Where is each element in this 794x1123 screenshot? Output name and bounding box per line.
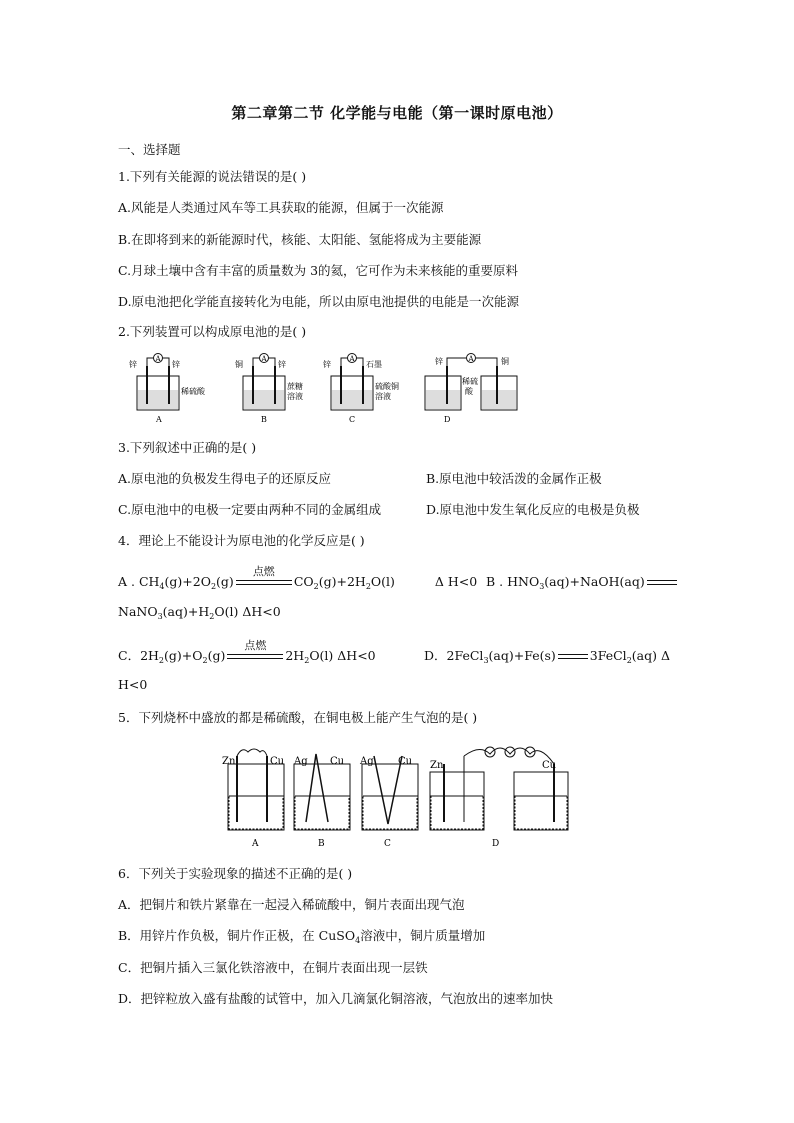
q2-c-right: 石墨 bbox=[366, 360, 382, 369]
q2-c-label: C bbox=[349, 415, 356, 424]
q5-d-label: D bbox=[492, 839, 500, 849]
q4-c-mid2: (g) bbox=[207, 648, 226, 663]
q4-c-rhs1: 2H bbox=[285, 648, 305, 663]
q5-c-label: C bbox=[384, 839, 391, 849]
q5-cell-d bbox=[430, 747, 568, 849]
q6-option-c: C．把铜片插入三氯化铁溶液中，在铜片表面出现一层铁 bbox=[118, 960, 428, 975]
q3-option-c: C.原电池中的电极一定要由两种不同的金属组成 bbox=[118, 502, 382, 517]
q4-a-dh: Δ H<0 bbox=[434, 574, 478, 589]
q4-c-condition: 点燃 bbox=[244, 638, 267, 652]
q4-c-sub2b: 2 bbox=[202, 656, 208, 665]
q4-c-prefix: C．2H bbox=[118, 648, 159, 663]
q4-b-mid: (aq)+NaOH(aq) bbox=[544, 574, 645, 589]
q2-b-right: 锌 bbox=[278, 360, 286, 369]
q5-stem: 5．下列烧杯中盛放的都是稀硫酸，在铜电极上能产生气泡的是( ) bbox=[118, 710, 478, 725]
q2-a-solution: 稀硫酸 bbox=[181, 387, 205, 396]
q4-d-sub3a: 3 bbox=[483, 656, 489, 665]
q2-a-left: 锌 bbox=[129, 360, 137, 369]
q4-a-sub2c: 2 bbox=[365, 582, 371, 591]
q5-b-label: B bbox=[318, 839, 325, 849]
q4-b-line2c: O(l) ΔH<0 bbox=[214, 604, 281, 619]
q5-b-left: Ag bbox=[294, 756, 308, 767]
q2-d-solution1: 稀硫 bbox=[462, 377, 478, 386]
q4-d-mid1: (aq)+Fe(s) bbox=[488, 648, 556, 663]
q2-cell-c bbox=[323, 354, 399, 425]
q4-option-d bbox=[424, 646, 670, 665]
q2-figure bbox=[125, 348, 525, 428]
q4-a-rhs1: CO bbox=[293, 574, 314, 589]
q2-a-right: 锌 bbox=[172, 360, 180, 369]
q4-b-sub2: 2 bbox=[209, 612, 215, 621]
q4-b-prefix: B . HNO bbox=[486, 574, 540, 589]
q2-d-solution2: 酸 bbox=[465, 387, 473, 396]
q4-a-mid2: (g) bbox=[216, 574, 234, 589]
q4-b-sub3: 3 bbox=[539, 582, 545, 591]
q4-a-rhs3: O(l) bbox=[370, 574, 395, 589]
q1-option-b: B.在即将到来的新能源时代，核能、太阳能、氢能将成为主要能源 bbox=[118, 232, 482, 247]
q5-cell-c bbox=[359, 756, 418, 849]
q6-b-pre: B．用锌片作负极，铜片作正极，在 CuSO bbox=[118, 928, 356, 943]
q3-option-b: B.原电池中较活泼的金属作正极 bbox=[426, 471, 602, 486]
q2-stem: 2.下列装置可以构成原电池的是( ) bbox=[118, 324, 307, 339]
q3-stem: 3.下列叙述中正确的是( ) bbox=[118, 440, 257, 455]
q4-a-sub2b: 2 bbox=[313, 582, 319, 591]
q3-option-d: D.原电池中发生氧化反应的电极是负极 bbox=[426, 502, 640, 517]
q4-option-c bbox=[118, 638, 376, 665]
q6-b-post: 溶液中，铜片质量增加 bbox=[360, 928, 486, 943]
q6-stem: 6．下列关于实验现象的描述不正确的是( ) bbox=[118, 866, 353, 881]
q5-c-right: Cu bbox=[398, 756, 413, 767]
q2-cell-a bbox=[129, 354, 206, 425]
q2-c-left: 锌 bbox=[323, 360, 331, 369]
q2-c-solution1: 硫酸铜 bbox=[375, 382, 399, 391]
q4-option-a bbox=[118, 564, 478, 591]
q3-option-a: A.原电池的负极发生得电子的还原反应 bbox=[118, 471, 332, 486]
q2-a-label: A bbox=[156, 415, 162, 424]
q5-cell-a bbox=[222, 749, 285, 849]
q4-d-prefix: D．2FeCl bbox=[424, 648, 484, 663]
q4-a-mid1: (g)+2O bbox=[164, 574, 211, 589]
q4-d-arrow bbox=[558, 652, 588, 662]
q4-a-sub2a: 2 bbox=[210, 582, 217, 591]
q5-cell-b bbox=[293, 754, 350, 849]
q6-option-b bbox=[118, 926, 485, 945]
q2-c-solution2: 溶液 bbox=[375, 392, 391, 401]
q5-a-left: Zn bbox=[222, 756, 236, 767]
q1-option-c: C.月球土壤中含有丰富的质量数为 3的氦，它可作为未来核能的重要原料 bbox=[118, 263, 519, 278]
q2-cell-d bbox=[425, 354, 517, 425]
q2-b-solution2: 溶液 bbox=[287, 392, 303, 401]
q2-d-label: D bbox=[444, 415, 451, 424]
q2-c-meter: A bbox=[349, 355, 355, 363]
q2-cell-b bbox=[235, 354, 303, 425]
q4-option-d-cont: H<0 bbox=[118, 677, 148, 692]
q2-b-solution1: 蔗糖 bbox=[287, 382, 303, 391]
q5-figure bbox=[218, 742, 578, 850]
q1-option-d: D.原电池把化学能直接转化为电能，所以由原电池提供的电能是一次能源 bbox=[118, 294, 520, 309]
q4-b-line2a: NaNO bbox=[118, 604, 158, 619]
q4-a-condition: 点燃 bbox=[252, 564, 275, 578]
q4-stem: 4．理论上不能设计为原电池的化学反应是( ) bbox=[118, 533, 365, 548]
q4-c-sub2c: 2 bbox=[304, 656, 310, 665]
q2-d-meter: A bbox=[468, 355, 474, 363]
q2-a-meter: A bbox=[155, 355, 161, 363]
q4-a-prefix: A . CH bbox=[118, 574, 160, 589]
q4-d-rhs2: (aq) Δ bbox=[631, 648, 670, 663]
q4-b-arrow bbox=[647, 578, 677, 588]
q2-b-left: 铜 bbox=[235, 360, 243, 369]
q4-c-rhs2: O(l) ΔH<0 bbox=[309, 648, 376, 663]
q5-d-left: Zn bbox=[430, 760, 444, 771]
q2-b-meter: A bbox=[261, 355, 267, 363]
q6-option-d: D．把锌粒放入盛有盐酸的试管中，加入几滴氯化铜溶液，气泡放出的速率加快 bbox=[118, 991, 554, 1006]
q5-a-label: A bbox=[252, 839, 259, 849]
q1-stem: 1.下列有关能源的说法错误的是( ) bbox=[118, 169, 307, 184]
q4-c-arrow bbox=[227, 638, 283, 662]
q4-option-b bbox=[486, 574, 679, 591]
q2-d-right: 铜 bbox=[501, 357, 509, 366]
q4-a-arrow bbox=[236, 564, 292, 588]
q6-option-a: A．把铜片和铁片紧靠在一起浸入稀硫酸中，铜片表面出现气泡 bbox=[118, 897, 465, 912]
q4-d-rhs1: 3FeCl bbox=[589, 648, 627, 663]
q5-c-left: Ag bbox=[360, 756, 374, 767]
q4-option-b-cont bbox=[118, 604, 281, 621]
q4-b-sub3b: 3 bbox=[157, 612, 163, 621]
page-title: 第二章第二节 化学能与电能（第一课时原电池） bbox=[231, 104, 563, 122]
q2-d-left: 锌 bbox=[435, 357, 443, 366]
q6-b-sub: 4 bbox=[355, 936, 361, 945]
q5-a-right: Cu bbox=[270, 756, 285, 767]
q4-b-line2b: (aq)+H bbox=[162, 604, 210, 619]
q5-d-right: Cu bbox=[542, 760, 557, 771]
q4-a-sub4: 4 bbox=[159, 582, 165, 591]
q2-b-label: B bbox=[261, 415, 267, 424]
q4-a-rhs2: (g)+2H bbox=[318, 574, 366, 589]
q1-option-a: A.风能是人类通过风车等工具获取的能源，但属于一次能源 bbox=[118, 200, 444, 215]
q4-c-mid1: (g)+O bbox=[164, 648, 203, 663]
q4-c-sub2a: 2 bbox=[158, 656, 165, 665]
q5-b-right: Cu bbox=[330, 756, 345, 767]
section-heading: 一、选择题 bbox=[118, 142, 181, 157]
q4-d-sub2: 2 bbox=[626, 656, 632, 665]
